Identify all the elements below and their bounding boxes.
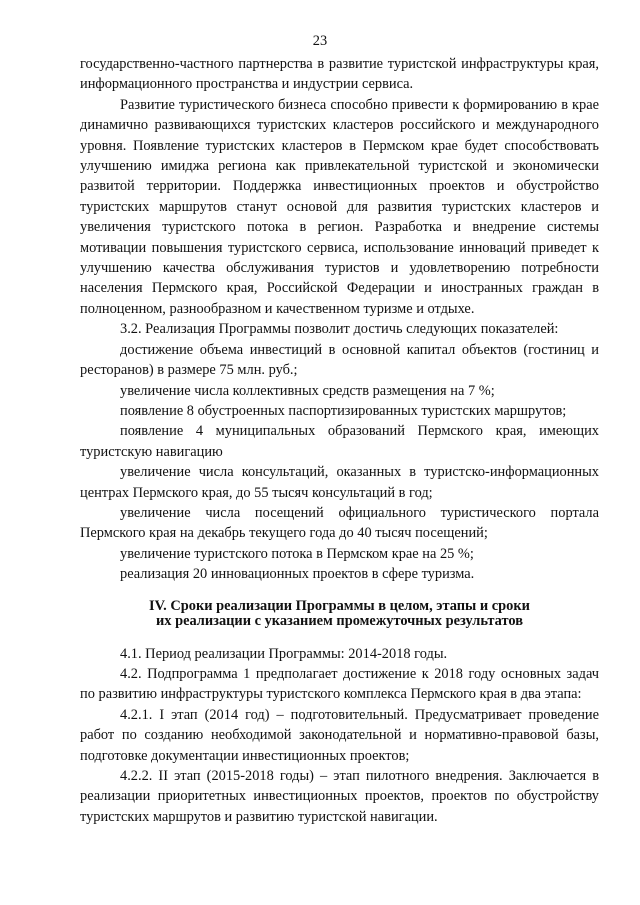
- section-heading-line: IV. Сроки реализации Программы в целом, этапы и сроки: [149, 597, 530, 614]
- indicator-item: увеличение числа консультаций, оказанных в туристско-информационных центрах Пермского края, до 55 тысяч консультаций в год;: [80, 464, 599, 501]
- indicator-item: появление 4 муниципальных образований Пермского края, имеющих туристскую навигацию: [80, 423, 599, 460]
- indicator-item: появление 8 обустроенных паспортизированных туристских маршрутов;: [120, 402, 567, 419]
- document-body: [80, 54, 599, 827]
- section-heading: [80, 599, 599, 629]
- paragraph: 3.2. Реализация Программы позволит достичь следующих показателей:: [120, 321, 559, 338]
- paragraph: 4.2.2. II этап (2015-2018 годы) – этап пилотного внедрения. Заключается в реализации приоритетных инвестиционных проектов, проектов по обустройству туристских маршрутов и развитию туристской навигации.: [80, 768, 599, 825]
- indicator-item: реализация 20 инновационных проектов в сфере туризма.: [120, 566, 475, 583]
- section-heading-line: их реализации с указанием промежуточных результатов: [156, 612, 523, 629]
- indicator-item: увеличение числа коллективных средств размещения на 7 %;: [120, 382, 495, 399]
- paragraph: 4.2.1. I этап (2014 год) – подготовительный. Предусматривает проведение работ по созданию необходимой законодательной и нормативно-правовой базы, подготовке документации инвестиционных проектов;: [80, 706, 599, 764]
- indicator-item: достижение объема инвестиций в основной капитал объектов (гостиниц и ресторанов) в размере 75 млн. руб.;: [80, 341, 599, 379]
- paragraph: Развитие туристического бизнеса способно привести к формированию в крае динамично развивающихся туристских кластеров российского и международного уровня. Появление туристских кластеров в Пермском крае будет способствовать улучшению имиджа региона как привлекательной туристской и экономически развитой территории. Поддержка инвестиционных проектов и обустройство туристских маршрутов станут основой для развития туристских кластеров и увеличения туристского потока в регион. Разработка и внедрение системы мотивации повышения туристского сервиса, использование инноваций приведет к улучшению качества обслуживания туристов и удовлетворению потребности населения Пермского края, Российской Федерации и иностранных граждан в полноценном, разнообразном и качественном туризме и отдыхе.: [80, 96, 599, 317]
- paragraph: государственно-частного партнерства в развитие туристской инфраструктуры края, информационного пространства и индустрии сервиса.: [80, 56, 599, 93]
- page-number: 23: [312, 33, 328, 49]
- paragraph: 4.1. Период реализации Программы: 2014-2018 годы.: [120, 645, 448, 662]
- paragraph: 4.2. Подпрограмма 1 предполагает достижение к 2018 году основных задач по развитию инфраструктуры туристского комплекса Пермского края в два этапа:: [80, 665, 599, 703]
- indicator-item: увеличение туристского потока в Пермском крае на 25 %;: [120, 545, 474, 562]
- indicator-item: увеличение числа посещений официального туристического портала Пермского края на декабрь текущего года до 40 тысяч посещений;: [80, 504, 599, 542]
